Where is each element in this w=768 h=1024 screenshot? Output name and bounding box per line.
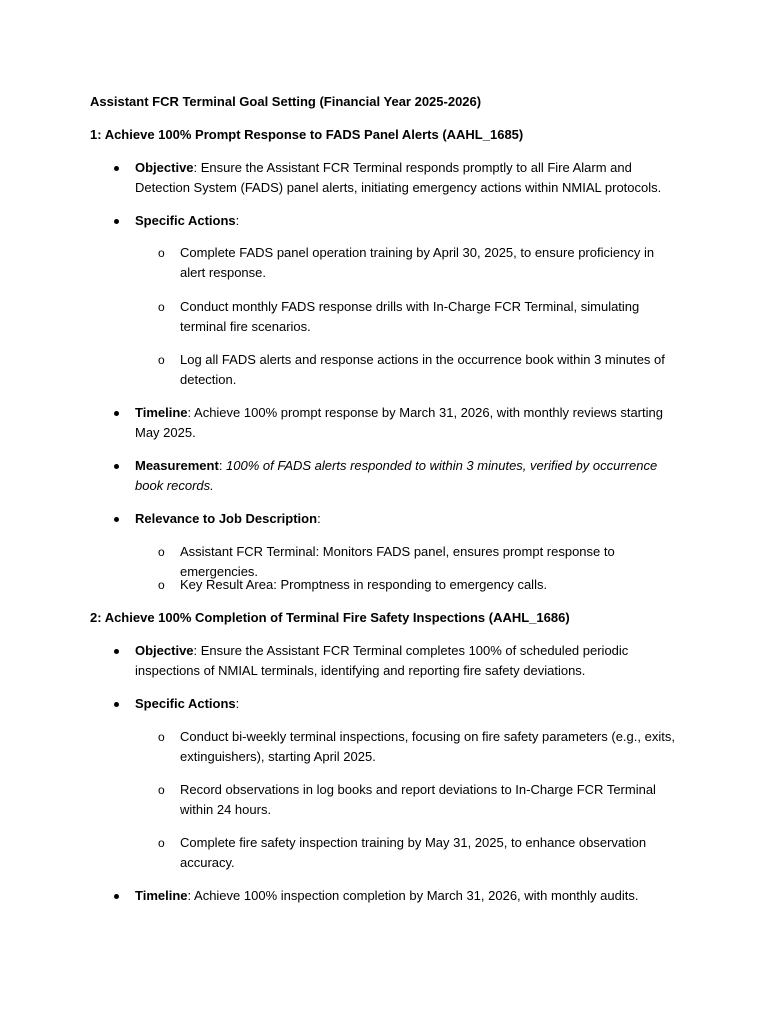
goal-1-action-item <box>158 243 680 283</box>
bullet-dot <box>114 464 119 469</box>
timeline-label: Timeline <box>135 888 188 903</box>
goal-2-objective <box>135 641 680 681</box>
action-item-text: Log all FADS alerts and response actions in the occurrence book within 3 minutes of detection. <box>180 352 665 387</box>
bullet-dot <box>114 894 119 899</box>
specific-actions-suffix: : <box>235 696 240 711</box>
objective-label: Objective <box>135 160 194 175</box>
relevance-label: Relevance to Job Description <box>135 511 318 526</box>
goal-2-specific-actions <box>135 694 680 714</box>
goal-2-heading: 2: Achieve 100% Completion of Terminal Fire Safety Inspections (AAHL_1686) <box>90 610 570 625</box>
goal-2-timeline <box>135 886 680 906</box>
objective-label: Objective <box>135 643 194 658</box>
sub-bullet-marker: o <box>158 730 165 744</box>
bullet-dot <box>114 166 119 171</box>
action-item-text: Record observations in log books and report deviations to In-Charge FCR Terminal within 24 hours. <box>180 782 656 817</box>
sub-bullet-marker: o <box>158 836 165 850</box>
measurement-text: 100% of FADS alerts responded to within 3 minutes, verified by occurrence book records. <box>135 458 658 493</box>
sub-bullet-marker: o <box>158 353 165 367</box>
sub-bullet-marker: o <box>158 545 165 559</box>
action-item-text: Conduct monthly FADS response drills with In-Charge FCR Terminal, simulating terminal fire scenarios. <box>180 299 640 334</box>
goal-2-action-item <box>158 833 680 873</box>
sub-bullet-marker: o <box>158 246 165 260</box>
bullet-dot <box>114 219 119 224</box>
bullet-dot <box>114 411 119 416</box>
action-item-text: Complete fire safety inspection training by May 31, 2025, to enhance observation accuracy. <box>180 835 647 870</box>
bullet-dot <box>114 517 119 522</box>
timeline-text: : Achieve 100% inspection completion by March 31, 2026, with monthly audits. <box>187 888 639 903</box>
goal-1-heading: 1: Achieve 100% Prompt Response to FADS Panel Alerts (AAHL_1685) <box>90 127 524 142</box>
bullet-dot <box>114 702 119 707</box>
goal-1-relevance <box>135 509 680 529</box>
relevance-item-text: Assistant FCR Terminal: Monitors FADS panel, ensures prompt response to emergencies. <box>180 544 615 579</box>
measurement-label: Measurement <box>135 458 219 473</box>
sub-bullet-marker: o <box>158 300 165 314</box>
relevance-item-text: Key Result Area: Promptness in responding to emergency calls. <box>180 577 548 592</box>
goal-2-action-item <box>158 780 680 820</box>
bullet-dot <box>114 649 119 654</box>
objective-text: : Ensure the Assistant FCR Terminal responds promptly to all Fire Alarm and Detection System (FADS) panel alerts, initiating emergency actions within NMIAL protocols. <box>135 160 662 195</box>
specific-actions-suffix: : <box>235 213 240 228</box>
goal-2-action-item <box>158 727 680 767</box>
goal-1-relevance-item <box>158 575 680 595</box>
document-title: Assistant FCR Terminal Goal Setting (Financial Year 2025-2026) <box>90 94 482 109</box>
action-item-text: Complete FADS panel operation training by April 30, 2025, to ensure proficiency in alert response. <box>180 245 655 280</box>
goal-1-objective <box>135 158 680 198</box>
timeline-label: Timeline <box>135 405 188 420</box>
goal-1-action-item <box>158 297 680 337</box>
relevance-suffix: : <box>317 511 321 526</box>
sub-bullet-marker: o <box>158 783 165 797</box>
goal-1-measurement <box>135 456 680 496</box>
goal-1-specific-actions <box>135 211 680 231</box>
specific-actions-label: Specific Actions <box>135 213 236 228</box>
measurement-separator: : <box>218 458 227 473</box>
timeline-text: : Achieve 100% prompt response by March 31, 2026, with monthly reviews starting May 2025. <box>135 405 663 440</box>
goal-1-action-item <box>158 350 680 390</box>
objective-text: : Ensure the Assistant FCR Terminal completes 100% of scheduled periodic inspections of NMIAL terminals, identifying and reporting fire safety deviations. <box>135 643 629 678</box>
action-item-text: Conduct bi-weekly terminal inspections, focusing on fire safety parameters (e.g., exits, extinguishers), starting April 2025. <box>180 729 675 764</box>
goal-1-timeline <box>135 403 680 443</box>
sub-bullet-marker: o <box>158 578 165 592</box>
specific-actions-label: Specific Actions <box>135 696 236 711</box>
